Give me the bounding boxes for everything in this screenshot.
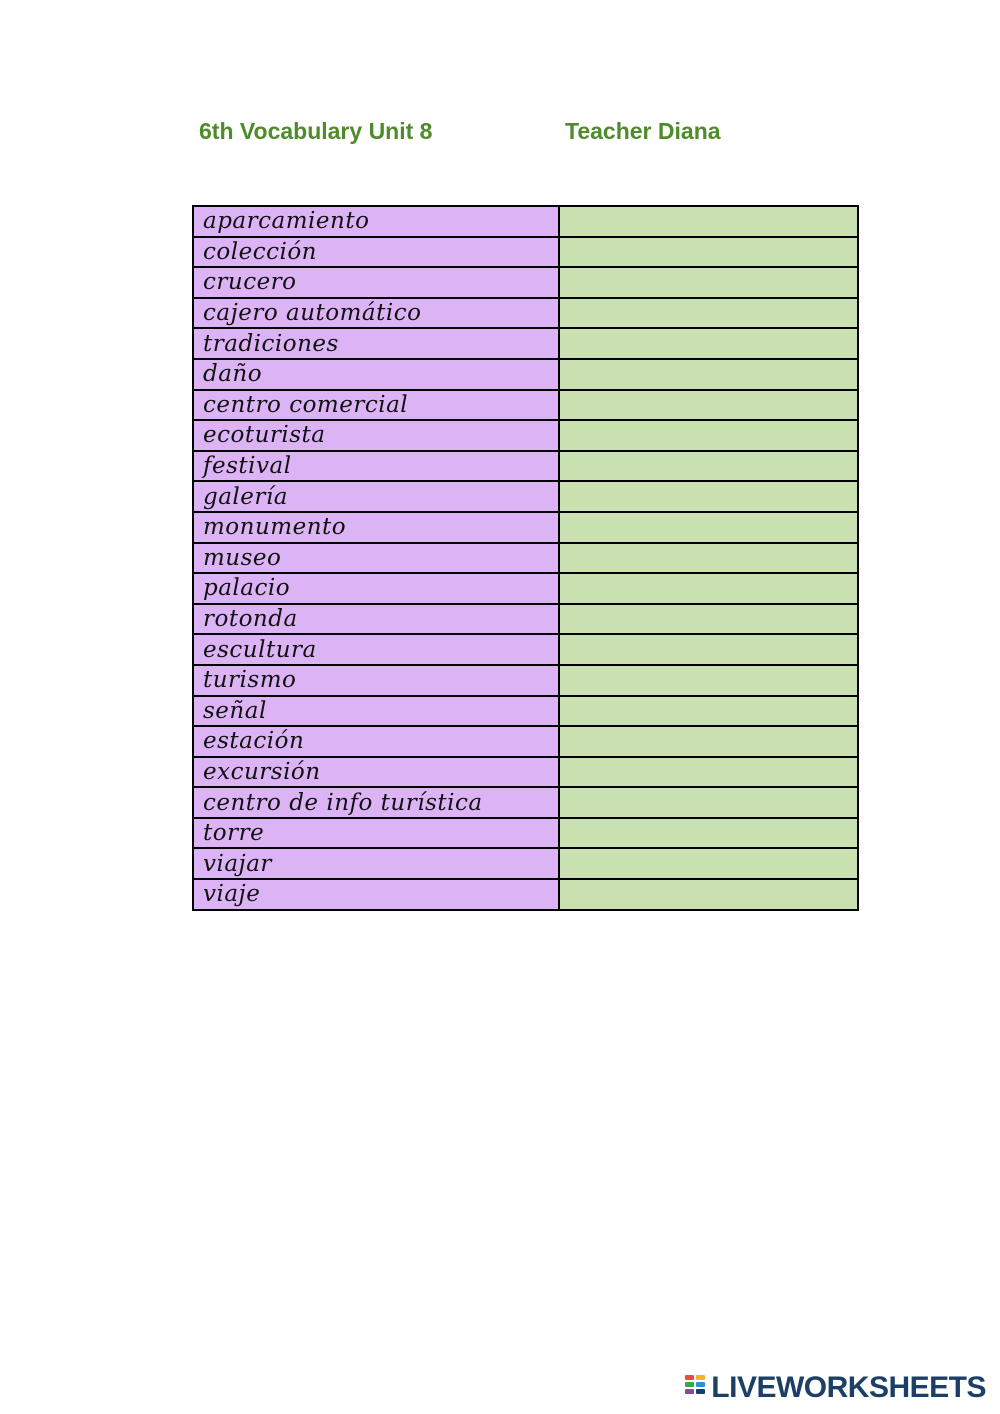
table-row	[193, 848, 858, 879]
answer-input[interactable]	[560, 636, 857, 664]
vocab-word: estación	[193, 726, 559, 757]
answer-input[interactable]	[560, 880, 857, 908]
answer-cell	[559, 237, 858, 268]
vocab-word: viajar	[193, 848, 559, 879]
answer-input[interactable]	[560, 207, 857, 235]
table-row	[193, 604, 858, 635]
table-row	[193, 634, 858, 665]
answer-input[interactable]	[560, 452, 857, 480]
table-row	[193, 512, 858, 543]
answer-input[interactable]	[560, 513, 857, 541]
table-row	[193, 818, 858, 849]
answer-cell	[559, 573, 858, 604]
answer-cell	[559, 451, 858, 482]
table-row	[193, 237, 858, 268]
table-row	[193, 757, 858, 788]
liveworksheets-wordmark: LIVEWORKSHEETS	[711, 1371, 986, 1404]
answer-cell	[559, 359, 858, 390]
table-row	[193, 267, 858, 298]
vocab-word: aparcamiento	[193, 206, 559, 237]
table-row	[193, 206, 858, 237]
table-row	[193, 879, 858, 910]
answer-input[interactable]	[560, 697, 857, 725]
answer-cell	[559, 634, 858, 665]
answer-cell	[559, 206, 858, 237]
vocab-word: torre	[193, 818, 559, 849]
answer-input[interactable]	[560, 330, 857, 358]
answer-cell	[559, 848, 858, 879]
answer-cell	[559, 298, 858, 329]
answer-cell	[559, 879, 858, 910]
vocab-word: palacio	[193, 573, 559, 604]
liveworksheets-brand	[685, 1373, 986, 1403]
answer-cell	[559, 665, 858, 696]
table-row	[193, 726, 858, 757]
answer-input[interactable]	[560, 421, 857, 449]
answer-cell	[559, 543, 858, 574]
table-row	[193, 451, 858, 482]
vocab-word: viaje	[193, 879, 559, 910]
answer-input[interactable]	[560, 268, 857, 296]
answer-input[interactable]	[560, 666, 857, 694]
table-row	[193, 420, 858, 451]
answer-input[interactable]	[560, 299, 857, 327]
worksheet-title: 6th Vocabulary Unit 8	[199, 118, 433, 144]
vocab-word: turismo	[193, 665, 559, 696]
vocab-word: rotonda	[193, 604, 559, 635]
answer-input[interactable]	[560, 391, 857, 419]
vocab-word: colección	[193, 237, 559, 268]
answer-input[interactable]	[560, 360, 857, 388]
answer-input[interactable]	[560, 483, 857, 511]
vocab-word: señal	[193, 696, 559, 727]
answer-input[interactable]	[560, 850, 857, 878]
answer-cell	[559, 818, 858, 849]
answer-input[interactable]	[560, 819, 857, 847]
answer-cell	[559, 757, 858, 788]
vocab-word: monumento	[193, 512, 559, 543]
answer-input[interactable]	[560, 238, 857, 266]
vocab-word: escultura	[193, 634, 559, 665]
table-row	[193, 543, 858, 574]
answer-cell	[559, 328, 858, 359]
table-row	[193, 359, 858, 390]
table-row	[193, 787, 858, 818]
vocab-word: museo	[193, 543, 559, 574]
answer-input[interactable]	[560, 605, 857, 633]
vocab-word: excursión	[193, 757, 559, 788]
vocab-word: crucero	[193, 267, 559, 298]
table-row	[193, 665, 858, 696]
vocab-word: galería	[193, 481, 559, 512]
answer-cell	[559, 726, 858, 757]
vocab-word: centro comercial	[193, 390, 559, 421]
vocab-word: cajero automático	[193, 298, 559, 329]
vocab-word: ecoturista	[193, 420, 559, 451]
table-row	[193, 481, 858, 512]
answer-cell	[559, 390, 858, 421]
answer-input[interactable]	[560, 789, 857, 817]
liveworksheets-logo-icon	[685, 1375, 707, 1401]
answer-cell	[559, 604, 858, 635]
answer-input[interactable]	[560, 544, 857, 572]
table-row	[193, 328, 858, 359]
answer-cell	[559, 420, 858, 451]
table-row	[193, 573, 858, 604]
answer-cell	[559, 696, 858, 727]
answer-cell	[559, 787, 858, 818]
answer-cell	[559, 267, 858, 298]
answer-input[interactable]	[560, 758, 857, 786]
answer-input[interactable]	[560, 727, 857, 755]
answer-cell	[559, 512, 858, 543]
vocabulary-table	[192, 205, 859, 911]
table-row	[193, 696, 858, 727]
vocab-word: centro de info turística	[193, 787, 559, 818]
table-row	[193, 298, 858, 329]
answer-cell	[559, 481, 858, 512]
answer-input[interactable]	[560, 574, 857, 602]
vocab-word: daño	[193, 359, 559, 390]
table-row	[193, 390, 858, 421]
vocab-word: tradiciones	[193, 328, 559, 359]
vocab-word: festival	[193, 451, 559, 482]
teacher-name: Teacher Diana	[565, 118, 721, 144]
